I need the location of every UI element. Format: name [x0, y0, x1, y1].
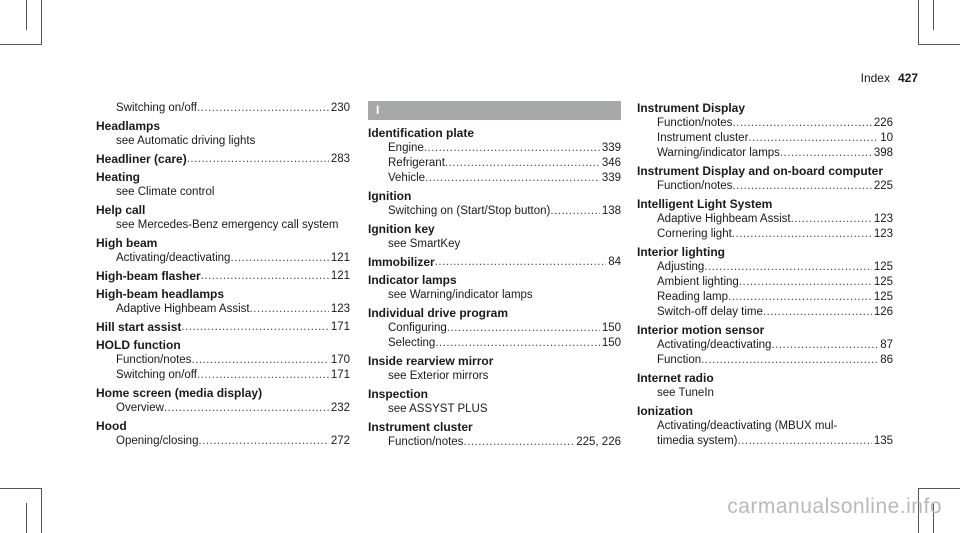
index-entry: [368, 354, 621, 384]
subentry: Switching on/off: [116, 369, 197, 381]
index-entry: [368, 222, 621, 252]
index-entry: [96, 287, 350, 317]
index-column-2: [368, 101, 621, 453]
index-entry: [637, 371, 893, 401]
page-ref[interactable]: 87: [880, 339, 893, 351]
crop-mark: [0, 44, 42, 45]
see-reference[interactable]: see ASSYST PLUS: [388, 403, 488, 415]
index-entry: [368, 255, 621, 270]
index-term: Instrument Display: [637, 101, 746, 115]
index-term: Identification plate: [368, 126, 475, 140]
index-entry: [96, 386, 350, 416]
index-entry: [96, 236, 350, 266]
index-term: Hill start assist: [96, 320, 182, 334]
index-column-3: [637, 101, 893, 452]
index-term: Help call: [96, 203, 146, 217]
crop-mark: [41, 488, 42, 533]
index-entry: [637, 323, 893, 368]
index-entry: [368, 420, 621, 450]
page-ref[interactable]: 86: [880, 354, 893, 366]
section-title: Index: [860, 71, 890, 85]
index-entry: [96, 419, 350, 449]
page-ref[interactable]: 170: [330, 354, 350, 366]
index-entry: [637, 245, 893, 320]
index-term: Interior lighting: [637, 245, 725, 259]
index-entry: [96, 203, 350, 233]
page-ref[interactable]: 84: [608, 256, 621, 268]
page-ref[interactable]: 121: [330, 270, 350, 282]
index-term: High-beam headlamps: [96, 287, 225, 301]
subentry: Activating/deactivating: [116, 252, 231, 264]
page-ref[interactable]: 123: [873, 213, 893, 225]
index-term: Inside rearview mirror: [368, 354, 494, 368]
index-entry: [96, 338, 350, 383]
index-term: Ionization: [637, 404, 693, 418]
page-ref[interactable]: 225: [873, 180, 893, 192]
index-entry: [637, 101, 893, 161]
see-reference[interactable]: see Warning/indicator lamps: [388, 289, 533, 301]
index-term: Inspection: [368, 387, 429, 401]
subentry: Opening/closing: [116, 435, 199, 447]
see-reference[interactable]: see Automatic driving lights: [116, 135, 256, 147]
crop-mark: [918, 0, 919, 45]
subentry: Instrument cluster: [657, 132, 749, 144]
page-ref[interactable]: 171: [330, 369, 350, 381]
index-term: Internet radio: [637, 371, 714, 385]
subentry: Function/notes: [116, 354, 192, 366]
subentry: Switching on/off: [116, 102, 197, 114]
page-ref[interactable]: 398: [873, 147, 893, 159]
crop-mark: [41, 0, 42, 45]
index-term: Instrument cluster: [368, 420, 473, 434]
watermark: carmanualsonline.info: [727, 495, 942, 518]
page-ref[interactable]: 225, 226: [576, 436, 621, 448]
subentry: Switching on (Start/Stop button): [388, 205, 551, 217]
see-reference[interactable]: see TuneIn: [657, 387, 714, 399]
page-ref[interactable]: 226: [873, 117, 893, 129]
see-reference[interactable]: see Mercedes-Benz emergency call system: [116, 219, 339, 231]
index-entry: [96, 320, 350, 335]
page-number: 427: [897, 71, 918, 85]
see-reference[interactable]: see SmartKey: [388, 238, 461, 250]
subentry: Function: [657, 354, 702, 366]
index-column-1: [96, 101, 350, 452]
subentry: Configuring: [388, 322, 447, 334]
crop-mark: [933, 0, 934, 30]
subentry: Warning/indicator lamps: [657, 147, 780, 159]
index-term: Hood: [96, 419, 127, 433]
subentry: Overview: [116, 402, 164, 414]
subentry: Adjusting: [657, 261, 705, 273]
index-entry: [637, 404, 893, 449]
subentry: Function/notes: [388, 436, 464, 448]
subentry: Activating/deactivating: [657, 339, 772, 351]
crop-mark: [918, 488, 960, 489]
index-entry: [368, 189, 621, 219]
page-ref[interactable]: 230: [330, 102, 350, 114]
crop-mark: [26, 503, 27, 533]
subentry: Refrigerant: [388, 157, 445, 169]
subentry: Selecting: [388, 337, 436, 349]
see-reference[interactable]: see Climate control: [116, 186, 215, 198]
index-entry: [96, 119, 350, 149]
subentry: Switch-off delay time: [657, 306, 763, 318]
crop-mark: [26, 0, 27, 30]
page-ref[interactable]: 346: [601, 157, 621, 169]
letter-heading: I: [368, 101, 621, 120]
index-term: Ignition key: [368, 222, 435, 236]
page-header: [861, 71, 918, 85]
page-ref[interactable]: 123: [873, 228, 893, 240]
subentry: Function/notes: [657, 117, 733, 129]
subentry: timedia system): [657, 435, 738, 447]
page-ref[interactable]: 150: [601, 337, 621, 349]
subentry: Activating/deactivating (MBUX mul-: [657, 420, 838, 432]
page-ref[interactable]: 339: [601, 142, 621, 154]
index-entry: [637, 164, 893, 194]
index-entry: [368, 387, 621, 417]
index-entry: [368, 126, 621, 186]
index-entry: [368, 273, 621, 303]
index-term: HOLD function: [96, 338, 181, 352]
subentry: Ambient lighting: [657, 276, 739, 288]
page-ref[interactable]: 135: [873, 435, 893, 447]
index-entry: [637, 197, 893, 242]
index-term: Ignition: [368, 189, 412, 203]
subentry: Reading lamp: [657, 291, 728, 303]
index-entry: [96, 152, 350, 167]
index-term: Intelligent Light System: [637, 197, 773, 211]
page-ref[interactable]: 10: [880, 132, 893, 144]
subentry: Engine: [388, 142, 424, 154]
index-term: Interior motion sensor: [637, 323, 765, 337]
crop-mark: [918, 44, 960, 45]
subentry: Adaptive Highbeam Assist: [116, 303, 250, 315]
page-ref[interactable]: 125: [873, 276, 893, 288]
subentry: Vehicle: [388, 172, 426, 184]
page-ref[interactable]: 232: [330, 402, 350, 414]
subentry: Adaptive Highbeam Assist: [657, 213, 791, 225]
subentry: Function/notes: [657, 180, 733, 192]
page-ref[interactable]: 121: [330, 252, 350, 264]
page-ref[interactable]: 125: [873, 291, 893, 303]
index-term: Home screen (media display): [96, 386, 263, 400]
index-term: Immobilizer: [368, 255, 435, 269]
page-ref[interactable]: 123: [330, 303, 350, 315]
index-entry: [368, 306, 621, 351]
index-term: Individual drive program: [368, 306, 509, 320]
page-ref[interactable]: 171: [330, 321, 350, 333]
page-ref[interactable]: 126: [873, 306, 893, 318]
crop-mark: [0, 488, 42, 489]
index-term: Headliner (care): [96, 152, 187, 166]
see-reference[interactable]: see Exterior mirrors: [388, 370, 489, 382]
index-term: High-beam flasher: [96, 269, 201, 283]
index-entry: [96, 101, 350, 116]
page-ref[interactable]: 283: [330, 153, 350, 165]
index-entry: [96, 269, 350, 284]
page-ref[interactable]: 272: [330, 435, 350, 447]
page-ref[interactable]: 150: [601, 322, 621, 334]
index-term: Indicator lamps: [368, 273, 457, 287]
index-term: Instrument Display and on-board computer: [637, 164, 884, 178]
index-entry: [96, 170, 350, 200]
index-term: High beam: [96, 236, 158, 250]
subentry: Cornering light: [657, 228, 732, 240]
page-ref[interactable]: 125: [873, 261, 893, 273]
page-ref[interactable]: 339: [601, 172, 621, 184]
index-term: Headlamps: [96, 119, 161, 133]
index-term: Heating: [96, 170, 141, 184]
page-ref[interactable]: 138: [601, 205, 621, 217]
